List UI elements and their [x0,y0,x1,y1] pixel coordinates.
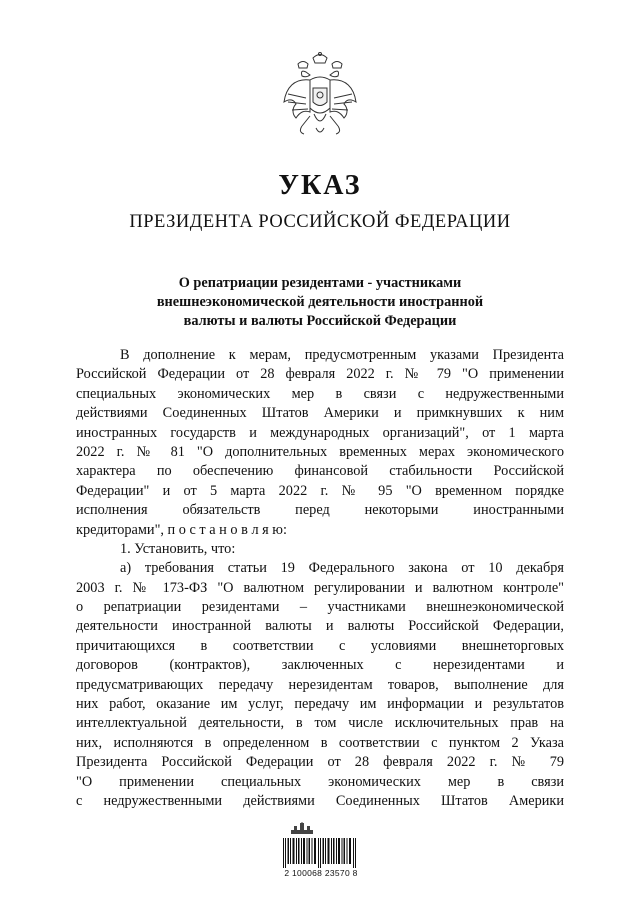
body-line: иностранных государств и международных организаций", от 1 марта [76,424,564,441]
body-line: 2003 г. № 173-ФЗ "О валютном регулировании и валютном контроле" [76,579,564,596]
body-line: них, исполняются в определенном в соответствии с пунктом 2 Указа [76,734,564,751]
body-line: Президента Российской Федерации от 28 февраля 2022 г. № 79 [76,754,564,771]
document-title: УКАЗ [278,170,362,201]
body-line: специальных экономических мер в связи с недружественными [76,385,564,402]
body-line: исполнения обязательств перед некоторыми иностранными [76,502,564,519]
decree-heading-line: внешнеэкономической деятельности иностранной [156,294,484,310]
coat-of-arms-emblem-icon [280,50,360,150]
barcode-icon [283,838,357,868]
body-line: Российской Федерации от 28 февраля 2022 г. № 79 "О применении [76,366,564,383]
body-line: о репатриации резидентами – участниками внешнеэкономической [76,599,564,616]
body-line: характера по обеспечению финансовой стабильности Российской [76,463,564,480]
body-line: интеллектуальной деятельности, в том числе исключительных прав на [76,715,564,732]
body-line: деятельности иностранной валюты и валюты Российской Федерации, [76,618,564,635]
decree-heading-line: О репатриации резидентами - участниками [178,275,462,291]
body-line: В дополнение к мерам, предусмотренным указами Президента [120,347,564,363]
body-line: причитающихся в соответствии с условиями внешнеторговых [76,637,564,654]
body-line: Федерации" и от 5 марта 2022 г. № 95 "О временном порядке [76,482,564,499]
body-line: действиями Соединенных Штатов Америки и примкнувших к ним [76,405,564,422]
decree-heading-line: валюты и валюты Российской Федерации [183,313,457,329]
decree-body [76,346,564,811]
body-line: с недружественными действиями Соединенных Штатов Америки [76,792,564,809]
body-line: 1. Установить, что: [120,540,236,557]
body-line: них работ, оказание им услуг, передачу им информации и результатов [76,696,564,713]
body-line: а) требования статьи 19 Федерального закона от 10 декабря [120,560,564,577]
body-line: кредиторами", п о с т а н о в л я ю: [76,521,287,538]
kremlin-mark-icon [287,822,317,836]
body-line: договоров (контрактов), заключенных с нерезидентами и [76,657,564,674]
document-subtitle: ПРЕЗИДЕНТА РОССИЙСКОЙ ФЕДЕРАЦИИ [129,212,511,232]
decree-heading [80,274,560,331]
barcode-number: 2 100068 23570 8 [284,868,358,878]
body-line: предусматривающих передачу нерезидентам товаров, выполнение для [76,676,564,693]
body-line: "О применении специальных экономических мер в связи [76,773,564,790]
body-line: 2022 г. № 81 "О дополнительных временных мерах экономического [76,443,564,460]
